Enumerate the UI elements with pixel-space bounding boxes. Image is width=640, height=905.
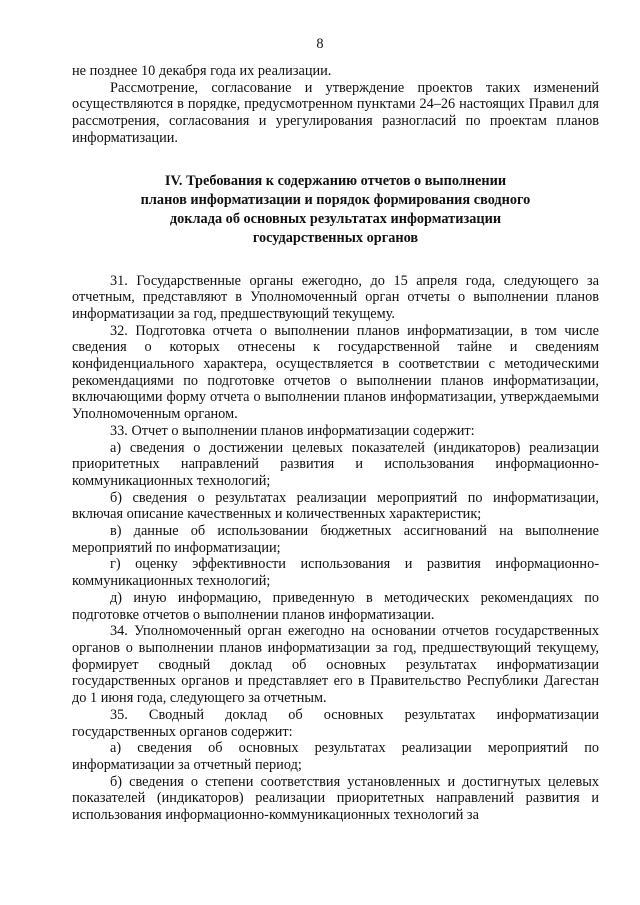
section-heading-line: государственных органов — [252, 229, 419, 246]
paragraph-33-item-c: в) данные об использовании бюджетных ассигнований на выполнение мероприятий по информатизации; — [72, 523, 599, 556]
page-number: 8 — [316, 36, 324, 52]
paragraph-33-item-d: г) оценку эффективности использования и развития информационно-коммуникационных технологий; — [72, 556, 599, 590]
paragraph-33: 33. Отчет о выполнении планов информатизации содержит: — [110, 422, 475, 439]
section-heading-line: доклада об основных результатах информатизации — [169, 210, 502, 227]
intro-paragraph: Рассмотрение, согласование и утверждение проектов таких изменений осуществляются в порядке, предусмотренном пунктами 24–26 настоящих Правил для рассмотрения, согласования и урегулирования разногласий по проектам планов информатизации. — [72, 79, 599, 146]
paragraph-35-item-b: б) сведения о степени соответствия установленных и достигнутых целевых показателей (индикаторов) реализации приоритетных направлений развития и использования информационно-коммуникационных технологий за — [72, 773, 599, 824]
paragraph-32: 32. Подготовка отчета о выполнении планов информатизации, в том числе сведения о которых отнесены к государственной тайне и сведениям конфиденциального характера, осуществляется в соответствии с методическими рекомендациями по подготовке отчетов о выполнении планов информатизации, включающими форму отчета о выполнении планов информатизации, утверждаемыми Уполномоченным органом. — [72, 322, 599, 423]
document-body — [72, 63, 599, 824]
paragraph-35: 35. Сводный доклад об основных результатах информатизации государственных органов содержит: — [72, 706, 599, 740]
intro-paragraph-continuation: не позднее 10 декабря года их реализации. — [72, 63, 332, 79]
section-heading-line: IV. Требования к содержанию отчетов о выполнении — [164, 172, 507, 189]
section-heading — [72, 172, 599, 248]
section-heading-line: планов информатизации и порядок формирования сводного — [140, 191, 531, 208]
paragraph-33-item-e: д) иную информацию, приведенную в методических рекомендациях по подготовке отчетов о выполнении планов информатизации. — [72, 589, 599, 623]
paragraph-33-item-b: б) сведения о результатах реализации мероприятий по информатизации, включая описание качественных и количественных характеристик; — [72, 489, 599, 523]
paragraph-31: 31. Государственные органы ежегодно, до 15 апреля года, следующего за отчетным, представляют в Уполномоченный орган отчеты о выполнении планов информатизации за год, предшествующий текущему. — [72, 272, 599, 322]
paragraph-33-item-a: а) сведения о достижении целевых показателей (индикаторов) реализации приоритетных направлений развития и использования информационно-коммуникационных технологий; — [72, 439, 599, 489]
paragraph-34: 34. Уполномоченный орган ежегодно на основании отчетов государственных органов о выполнении планов информатизации за год, предшествующий текущему, формирует сводный доклад об основных результатах информатизации государственных органов и представляет его в Правительство Республики Дагестан до 1 июня года, следующего за отчетным. — [72, 623, 599, 707]
paragraph-35-item-a: а) сведения об основных результатах реализации мероприятий по информатизации за отчетный период; — [72, 740, 599, 773]
